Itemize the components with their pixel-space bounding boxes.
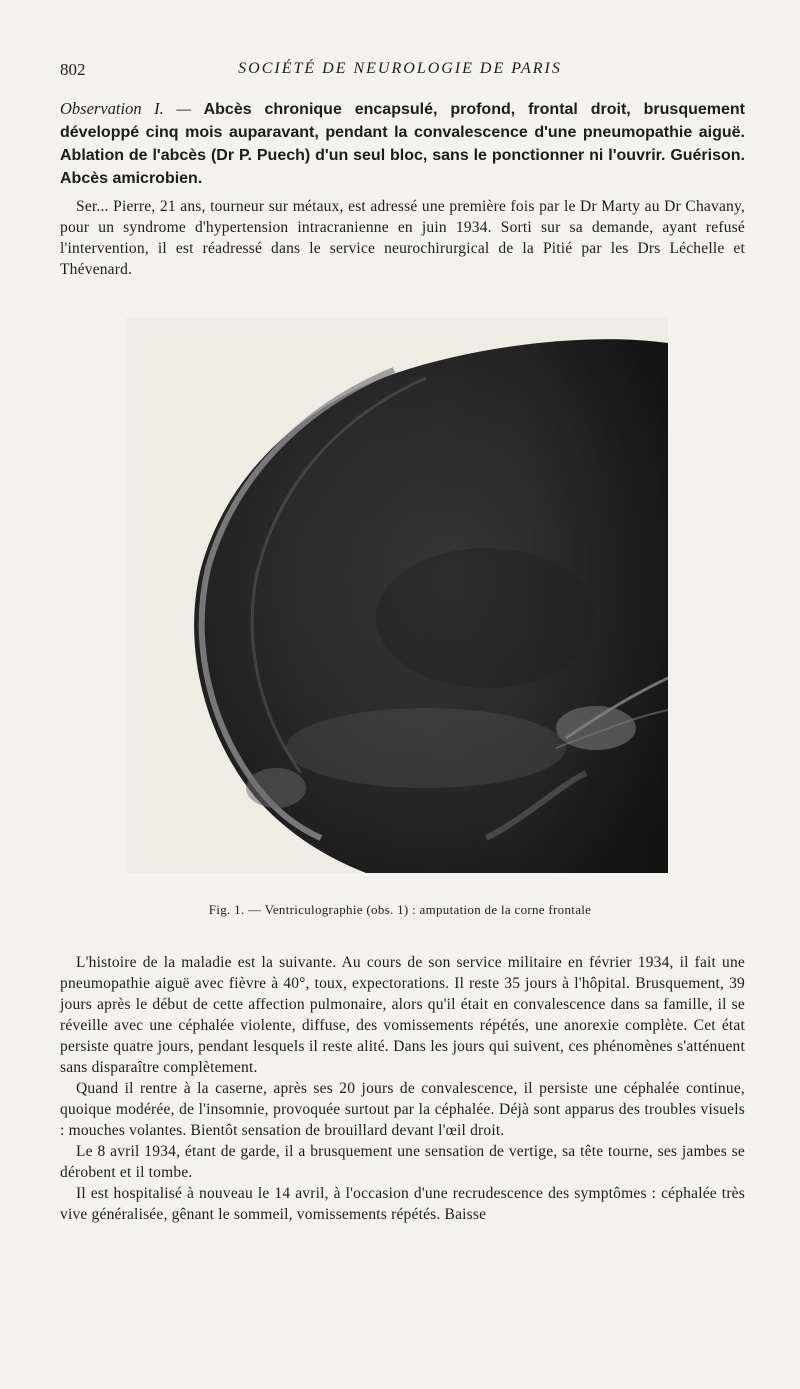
intro-paragraph-block — [60, 196, 745, 280]
intro-paragraph: Ser... Pierre, 21 ans, tourneur sur métaux, est adressé une première fois par le Dr Marty au Dr Chavany, pour un syndrome d'hypertension intracranienne en juin 1934. Sorti sur sa demande, ayant refusé l'intervention, il est réadressé dans le service neurochirurgical de la Pitié par les Drs Léchelle et Thévenard. — [60, 198, 745, 278]
xray-skull-image — [126, 318, 668, 873]
body-paragraph-3: Le 8 avril 1934, étant de garde, il a brusquement une sensation de vertige, sa tête tourne, ses jambes se dérobent et il tombe. — [60, 1143, 745, 1181]
body-text — [60, 952, 745, 1225]
page-number: 802 — [60, 60, 86, 79]
observation-title: Abcès chronique encapsulé, profond, frontal droit, brusquement développé cinq mois auparavant, pendant la convalescence d'une pneumopathie aiguë. Ablation de l'abcès (Dr P. Puech) d'un seul bloc, sans le ponctionner ni l'ouvrir. Guérison. Abcès amicrobien. — [60, 101, 745, 187]
body-paragraph-1: L'histoire de la maladie est la suivante. Au cours de son service militaire en février 1934, il fait une pneumopathie aiguë avec fièvre à 40°, toux, expectorations. Il reste 35 jours à l'hôpital. Brusquement, 39 jours après le début de cette affection pulmonaire, alors qu'il était en convalescence dans sa famille, il se réveille avec une céphalée violente, diffuse, des vomissements répétés, une anorexie complète. Cet état persiste quatre jours, pendant lesquels il reste alité. Dans les jours qui suivent, ces phénomènes s'atténuent sans disparaître complètement. — [60, 954, 745, 1076]
body-paragraph-4: Il est hospitalisé à nouveau le 14 avril, à l'occasion d'une recrudescence des symptômes : céphalée très vive généralisée, gênant le sommeil, vomissements répétés. Baisse — [60, 1185, 745, 1223]
body-paragraph-2: Quand il rentre à la caserne, après ses 20 jours de convalescence, il persiste une céphalée continue, quoique modérée, de l'insomnie, provoquée surtout par la céphalée. Déjà sont apparus des troubles visuels : mouches volantes. Bientôt sensation de brouillard devant l'œil droit. — [60, 1080, 745, 1139]
observation-lead: Observation I. — — [60, 99, 192, 118]
observation-heading — [60, 98, 745, 190]
page-header — [60, 60, 740, 84]
figure-caption: Fig. 1. — Ventriculographie (obs. 1) : amputation de la corne frontale — [208, 902, 592, 917]
running-head: SOCIÉTÉ DE NEUROLOGIE DE PARIS — [238, 60, 562, 77]
figure-ventriculography — [126, 318, 668, 873]
